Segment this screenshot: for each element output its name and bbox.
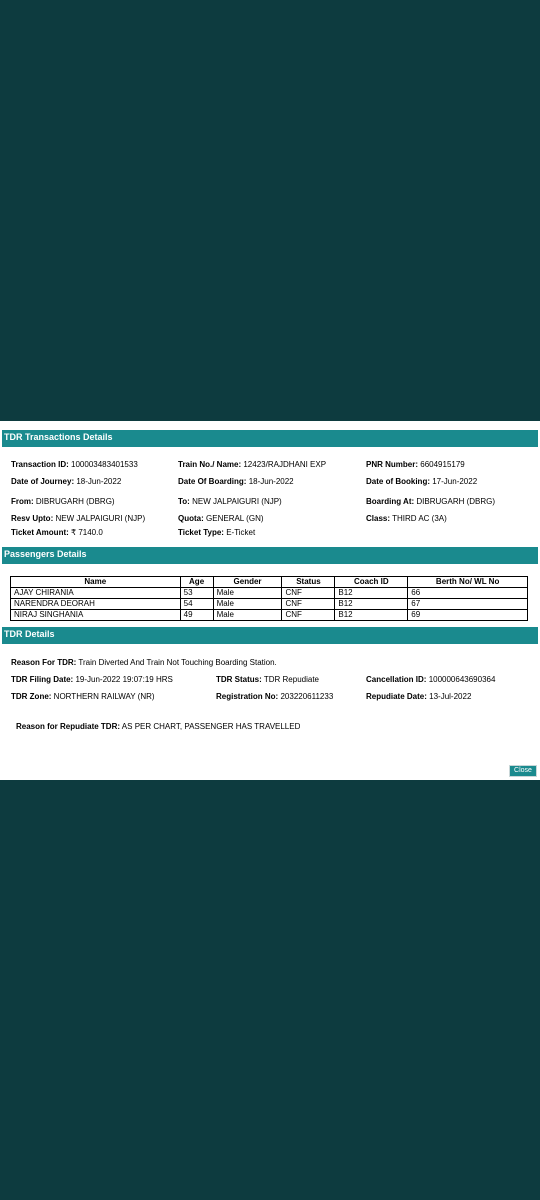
table-row	[11, 588, 528, 599]
tdr-zone-label: TDR Zone:	[11, 692, 52, 701]
col-header-age: Age	[180, 577, 213, 588]
from-label: From:	[11, 497, 34, 506]
passengers-table	[10, 576, 528, 621]
tdr-zone-value: NORTHERN RAILWAY (NR)	[53, 692, 155, 701]
table-row	[11, 610, 528, 621]
boarding-at-value: DIBRUGARH (DBRG)	[416, 497, 496, 506]
pnr-label: PNR Number:	[366, 460, 419, 469]
pnr-field	[366, 460, 465, 469]
transaction-id-value: 100003483401533	[71, 460, 138, 469]
repudiate-reason-label: Reason for Repudiate TDR:	[16, 722, 121, 731]
passenger-berth: 69	[408, 610, 528, 621]
date-of-journey-field	[11, 477, 121, 486]
passenger-coach: B12	[335, 599, 408, 610]
resv-upto-label: Resv Upto:	[11, 514, 54, 523]
ticket-type-field	[178, 528, 255, 537]
repudiate-reason-value: AS PER CHART, PASSENGER HAS TRAVELLED	[121, 722, 301, 731]
passenger-status: CNF	[282, 588, 335, 599]
passenger-berth: 66	[408, 588, 528, 599]
date-of-journey-label: Date of Journey:	[11, 477, 75, 486]
passenger-gender: Male	[213, 599, 282, 610]
ticket-amount-field	[11, 528, 103, 537]
cancellation-id-field	[366, 675, 495, 684]
boarding-at-field	[366, 497, 495, 506]
ticket-type-label: Ticket Type:	[178, 528, 224, 537]
repudiate-date-field	[366, 692, 471, 701]
boarding-at-label: Boarding At:	[366, 497, 415, 506]
transaction-id-label: Transaction ID:	[11, 460, 69, 469]
col-header-coach: Coach ID	[335, 577, 408, 588]
repudiate-date-value: 13-Jul-2022	[429, 692, 472, 701]
tdr-filing-date-field	[11, 675, 173, 684]
reason-for-tdr-field	[11, 658, 277, 667]
col-header-gender: Gender	[213, 577, 282, 588]
passenger-berth: 67	[408, 599, 528, 610]
quota-value: GENERAL (GN)	[206, 514, 264, 523]
passengers-header-row	[11, 577, 528, 588]
col-header-name: Name	[11, 577, 181, 588]
passenger-age: 53	[180, 588, 213, 599]
reason-for-tdr-label: Reason For TDR:	[11, 658, 77, 667]
transactions-header: TDR Transactions Details	[2, 430, 538, 447]
resv-upto-field	[11, 514, 145, 523]
date-of-booking-field	[366, 477, 477, 486]
resv-upto-value: NEW JALPAIGURI (NJP)	[55, 514, 146, 523]
date-of-booking-label: Date of Booking:	[366, 477, 430, 486]
ticket-amount-label: Ticket Amount:	[11, 528, 69, 537]
to-value: NEW JALPAIGURI (NJP)	[192, 497, 282, 506]
date-of-boarding-value: 18-Jun-2022	[248, 477, 294, 486]
col-header-berth: Berth No/ WL No	[408, 577, 528, 588]
pnr-value: 6604915179	[420, 460, 465, 469]
repudiate-date-label: Repudiate Date:	[366, 692, 427, 701]
from-value: DIBRUGARH (DBRG)	[35, 497, 115, 506]
tdr-details-header: TDR Details	[2, 627, 538, 644]
ticket-type-value: E-Ticket	[226, 528, 256, 537]
tdr-filing-date-value: 19-Jun-2022 19:07:19 HRS	[75, 675, 173, 684]
train-label: Train No./ Name:	[178, 460, 242, 469]
quota-label: Quota:	[178, 514, 204, 523]
train-field	[178, 460, 326, 469]
cancellation-id-value: 100000643690364	[428, 675, 496, 684]
registration-no-label: Registration No:	[216, 692, 279, 701]
passenger-coach: B12	[335, 610, 408, 621]
table-row	[11, 599, 528, 610]
passenger-status: CNF	[282, 599, 335, 610]
passenger-age: 54	[180, 599, 213, 610]
passenger-name: AJAY CHIRANIA	[11, 588, 181, 599]
repudiate-reason-field	[16, 722, 300, 731]
tdr-status-value: TDR Repudiate	[263, 675, 319, 684]
passengers-header: Passengers Details	[2, 547, 538, 564]
passenger-gender: Male	[213, 588, 282, 599]
passenger-age: 49	[180, 610, 213, 621]
class-label: Class:	[366, 514, 391, 523]
train-value: 12423/RAJDHANI EXP	[243, 460, 327, 469]
cancellation-id-label: Cancellation ID:	[366, 675, 427, 684]
registration-no-field	[216, 692, 333, 701]
tdr-status-label: TDR Status:	[216, 675, 262, 684]
date-of-booking-value: 17-Jun-2022	[432, 477, 478, 486]
passenger-coach: B12	[335, 588, 408, 599]
registration-no-value: 203220611233	[280, 692, 334, 701]
class-value: THIRD AC (3A)	[392, 514, 447, 523]
transaction-id-field	[11, 460, 138, 469]
to-field	[178, 497, 282, 506]
to-label: To:	[178, 497, 190, 506]
passenger-status: CNF	[282, 610, 335, 621]
close-button[interactable]: Close	[509, 765, 537, 777]
date-of-boarding-field	[178, 477, 294, 486]
from-field	[11, 497, 115, 506]
date-of-boarding-label: Date Of Boarding:	[178, 477, 247, 486]
tdr-dialog	[0, 421, 540, 780]
tdr-filing-date-label: TDR Filing Date:	[11, 675, 74, 684]
tdr-zone-field	[11, 692, 155, 701]
passenger-name: NARENDRA DEORAH	[11, 599, 181, 610]
class-field	[366, 514, 447, 523]
quota-field	[178, 514, 264, 523]
date-of-journey-value: 18-Jun-2022	[76, 477, 122, 486]
passenger-name: NIRAJ SINGHANIA	[11, 610, 181, 621]
ticket-amount-value: ₹ 7140.0	[71, 528, 103, 537]
tdr-status-field	[216, 675, 319, 684]
reason-for-tdr-value: Train Diverted And Train Not Touching Boarding Station.	[78, 658, 277, 667]
passenger-gender: Male	[213, 610, 282, 621]
col-header-status: Status	[282, 577, 335, 588]
